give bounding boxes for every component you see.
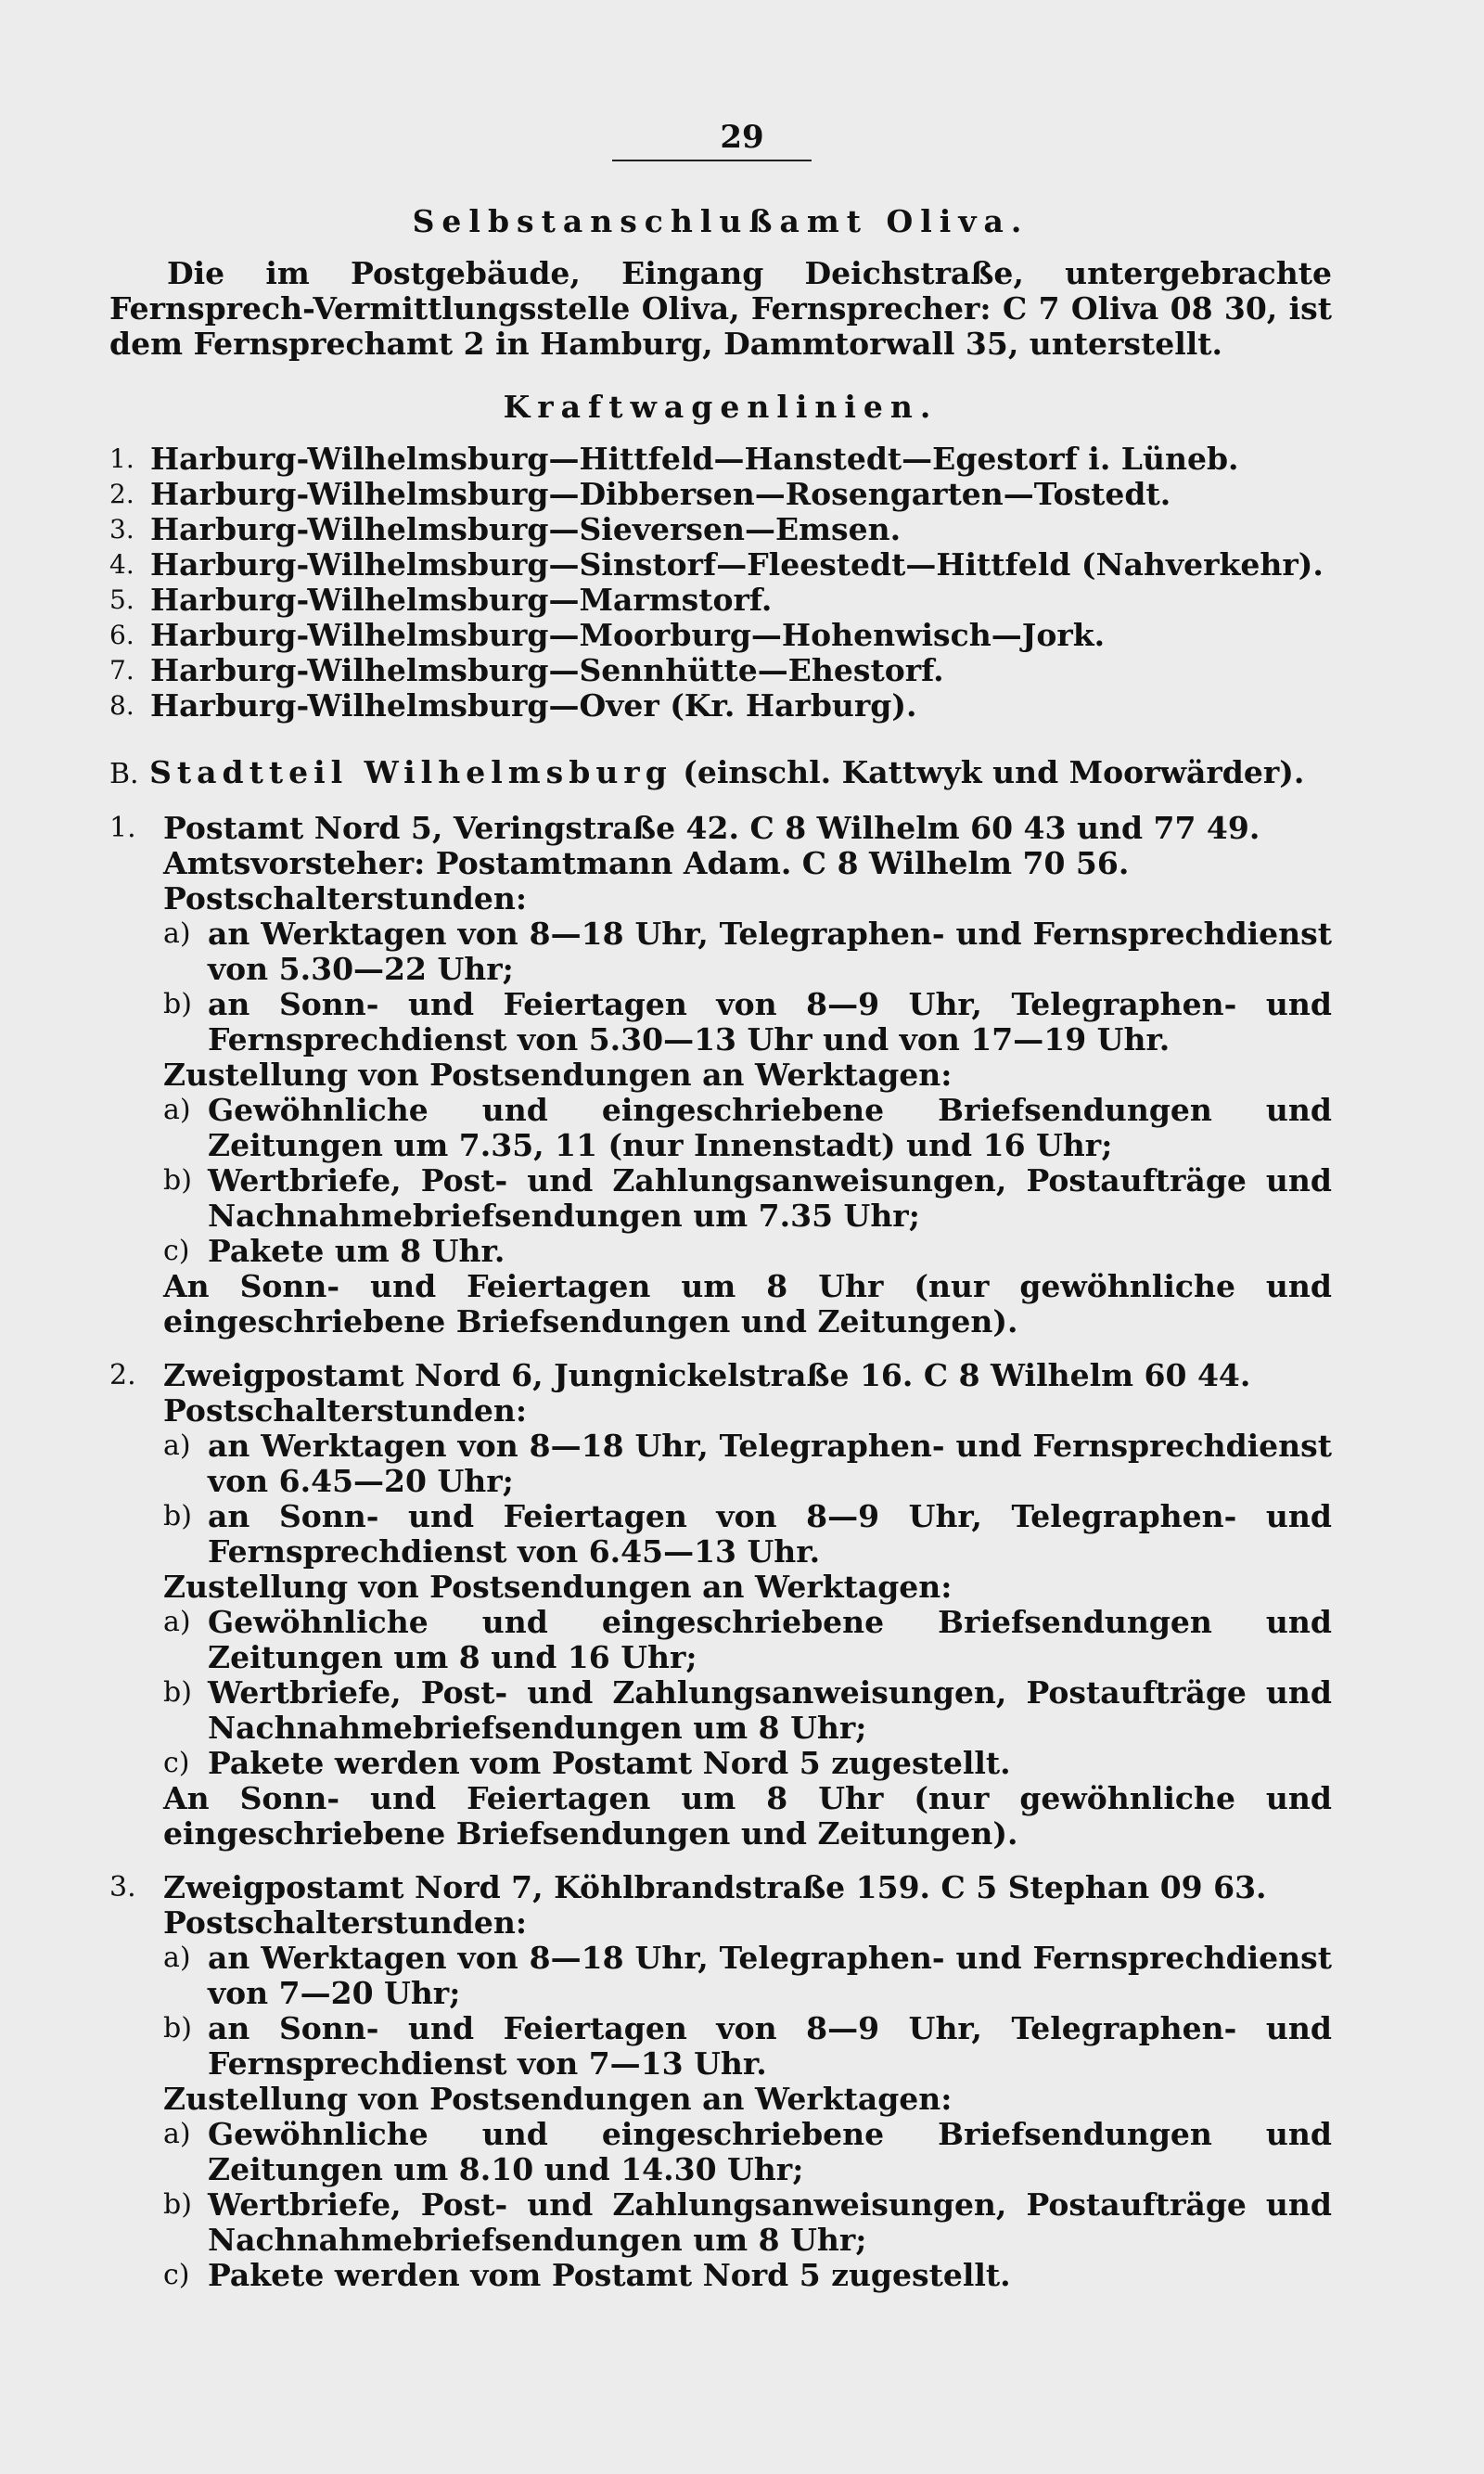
item-letter: c) [163, 2259, 190, 2291]
route-number: 8. [109, 690, 134, 721]
item-letter: c) [163, 1235, 190, 1267]
route-item [109, 688, 1332, 724]
route-item [109, 653, 1332, 688]
item-text: Pakete werden vom Postamt Nord 5 zugestellt. [208, 1745, 1011, 1781]
hours-item [109, 1499, 1332, 1570]
office-entry [109, 1358, 1332, 1852]
item-text: Pakete werden vom Postamt Nord 5 zugestellt. [208, 2257, 1011, 2293]
item-letter: b) [163, 1164, 192, 1197]
route-text: Harburg-Wilhelmsburg—Sieversen—Emsen. [150, 511, 902, 547]
item-text: Gewöhnliche und eingeschriebene Briefsendungen und Zeitungen um 8 und 16 Uhr; [208, 1604, 1332, 1675]
route-text: Harburg-Wilhelmsburg—Moorburg—Hohenwisch—Jork. [150, 617, 1106, 653]
office-number: 1. [109, 812, 136, 844]
holiday-note: An Sonn- und Feiertagen um 8 Uhr (nur gewöhnliche und eingeschriebene Briefsendungen und Zeitungen). [163, 1780, 1332, 1852]
page-number: 29 [720, 119, 764, 156]
office-title: Zweigpostamt Nord 7, Köhlbrandstraße 159. C 5 Stephan 09 63. [163, 1869, 1267, 1905]
item-text: an Werktagen von 8—18 Uhr, Telegraphen- und Fernsprechdienst von 5.30—22 Uhr; [208, 916, 1332, 987]
item-text: Pakete um 8 Uhr. [208, 1233, 505, 1269]
selbstanschluss-text: Die im Postgebäude, Eingang Deichstraße, untergebrachte Fernsprech-Vermittlungsstelle Oliva, Fernsprecher: C 7 Oliva 08 30, ist dem Fernsprechamt 2 in Hamburg, Dammtorwall 35, unterstellt. [109, 255, 1332, 362]
route-text: Harburg-Wilhelmsburg—Sinstorf—Fleestedt—Hittfeld (Nahverkehr). [150, 546, 1324, 583]
route-item [109, 547, 1332, 583]
item-text: Wertbriefe, Post- und Zahlungsanweisungen, Postaufträge und Nachnahmebriefsendungen um 8 Uhr; [208, 1674, 1332, 1746]
item-letter: b) [163, 1500, 192, 1532]
item-letter: a) [163, 2118, 191, 2150]
hours-label: Postschalterstunden: [163, 1904, 528, 1941]
route-item [109, 442, 1332, 477]
item-text: an Sonn- und Feiertagen von 8—9 Uhr, Telegraphen- und Fernsprechdienst von 5.30—13 Uhr und von 17—19 Uhr. [208, 986, 1332, 1058]
route-number: 4. [109, 549, 134, 580]
header-rule [612, 160, 812, 161]
hours-item [109, 987, 1332, 1058]
office-number: 3. [109, 1871, 136, 1904]
item-letter: a) [163, 1094, 191, 1126]
delivery-item [109, 1746, 1332, 1781]
hours-item [109, 2011, 1332, 2082]
delivery-label: Zustellung von Postsendungen an Werktagen: [163, 2081, 953, 2117]
hours-item [109, 1941, 1332, 2011]
page-content [109, 186, 1332, 2293]
route-item [109, 583, 1332, 618]
office-number: 2. [109, 1359, 136, 1391]
kraftwagen-heading: Kraftwagenlinien. [503, 389, 939, 425]
route-number: 7. [109, 655, 134, 686]
route-number: 1. [109, 443, 134, 474]
route-text: Harburg-Wilhelmsburg—Dibbersen—Rosengarten—Tostedt. [150, 476, 1171, 512]
delivery-item [109, 1163, 1332, 1234]
selbstanschluss-heading: Selbstanschlußamt Oliva. [412, 203, 1030, 239]
route-item [109, 477, 1332, 512]
route-item [109, 618, 1332, 653]
hours-item [109, 1429, 1332, 1499]
delivery-item [109, 1605, 1332, 1675]
item-text: Gewöhnliche und eingeschriebene Briefsendungen und Zeitungen um 7.35, 11 (nur Innenstadt) und 16 Uhr; [208, 1092, 1332, 1163]
item-letter: a) [163, 1429, 191, 1462]
section-b-suffix: (einschl. Kattwyk und Moorwärder). [683, 754, 1305, 790]
item-text: an Werktagen von 8—18 Uhr, Telegraphen- und Fernsprechdienst von 6.45—20 Uhr; [208, 1428, 1332, 1499]
route-text: Harburg-Wilhelmsburg—Marmstorf. [150, 582, 773, 618]
route-number: 2. [109, 479, 134, 509]
delivery-item [109, 1093, 1332, 1163]
route-number: 3. [109, 514, 134, 545]
office-entry [109, 811, 1332, 1340]
item-text: an Sonn- und Feiertagen von 8—9 Uhr, Telegraphen- und Fernsprechdienst von 6.45—13 Uhr. [208, 1498, 1332, 1570]
section-b-label: B. [109, 758, 139, 790]
office-title: Zweigpostamt Nord 6, Jungnickelstraße 16. C 8 Wilhelm 60 44. [163, 1357, 1251, 1393]
delivery-item [109, 1234, 1332, 1269]
item-text: Gewöhnliche und eingeschriebene Briefsendungen und Zeitungen um 8.10 und 14.30 Uhr; [208, 2116, 1332, 2187]
section-b-title: Stadtteil Wilhelmsburg [149, 754, 672, 790]
hours-label: Postschalterstunden: [163, 1392, 528, 1429]
office-list [109, 811, 1332, 2293]
section-b-heading [109, 755, 1332, 792]
route-item [109, 512, 1332, 547]
hours-label: Postschalterstunden: [163, 880, 528, 917]
route-text: Harburg-Wilhelmsburg—Hittfeld—Hanstedt—Egestorf i. Lüneb. [150, 441, 1239, 477]
office-director: Amtsvorsteher: Postamtmann Adam. C 8 Wilhelm 70 56. [163, 845, 1130, 881]
item-letter: a) [163, 1606, 191, 1638]
office-heading [109, 1870, 1332, 1905]
item-text: Wertbriefe, Post- und Zahlungsanweisungen, Postaufträge und Nachnahmebriefsendungen um 7.35 Uhr; [208, 1162, 1332, 1234]
item-letter: a) [163, 917, 191, 950]
item-letter: b) [163, 2012, 192, 2045]
delivery-item [109, 2258, 1332, 2293]
item-letter: b) [163, 1676, 192, 1709]
office-entry [109, 1870, 1332, 2293]
office-heading [109, 1358, 1332, 1393]
office-heading [109, 811, 1332, 846]
item-letter: b) [163, 2188, 192, 2221]
item-letter: c) [163, 1747, 190, 1779]
delivery-label: Zustellung von Postsendungen an Werktagen: [163, 1569, 953, 1605]
item-letter: b) [163, 988, 192, 1020]
route-text: Harburg-Wilhelmsburg—Over (Kr. Harburg). [150, 687, 917, 724]
item-text: an Sonn- und Feiertagen von 8—9 Uhr, Telegraphen- und Fernsprechdienst von 7—13 Uhr. [208, 2010, 1332, 2082]
item-text: Wertbriefe, Post- und Zahlungsanweisungen, Postaufträge und Nachnahmebriefsendungen um 8 Uhr; [208, 2186, 1332, 2258]
route-text: Harburg-Wilhelmsburg—Sennhütte—Ehestorf. [150, 652, 944, 688]
route-number: 6. [109, 620, 134, 650]
delivery-item [109, 1675, 1332, 1746]
route-number: 5. [109, 584, 134, 615]
item-text: an Werktagen von 8—18 Uhr, Telegraphen- und Fernsprechdienst von 7—20 Uhr; [208, 1940, 1332, 2011]
delivery-label: Zustellung von Postsendungen an Werktagen: [163, 1057, 953, 1093]
item-letter: a) [163, 1942, 191, 1974]
route-list [109, 442, 1332, 724]
delivery-item [109, 2117, 1332, 2187]
hours-item [109, 917, 1332, 987]
office-title: Postamt Nord 5, Veringstraße 42. C 8 Wilhelm 60 43 und 77 49. [163, 810, 1260, 846]
delivery-item [109, 2187, 1332, 2258]
holiday-note: An Sonn- und Feiertagen um 8 Uhr (nur gewöhnliche und eingeschriebene Briefsendungen und Zeitungen). [163, 1268, 1332, 1340]
